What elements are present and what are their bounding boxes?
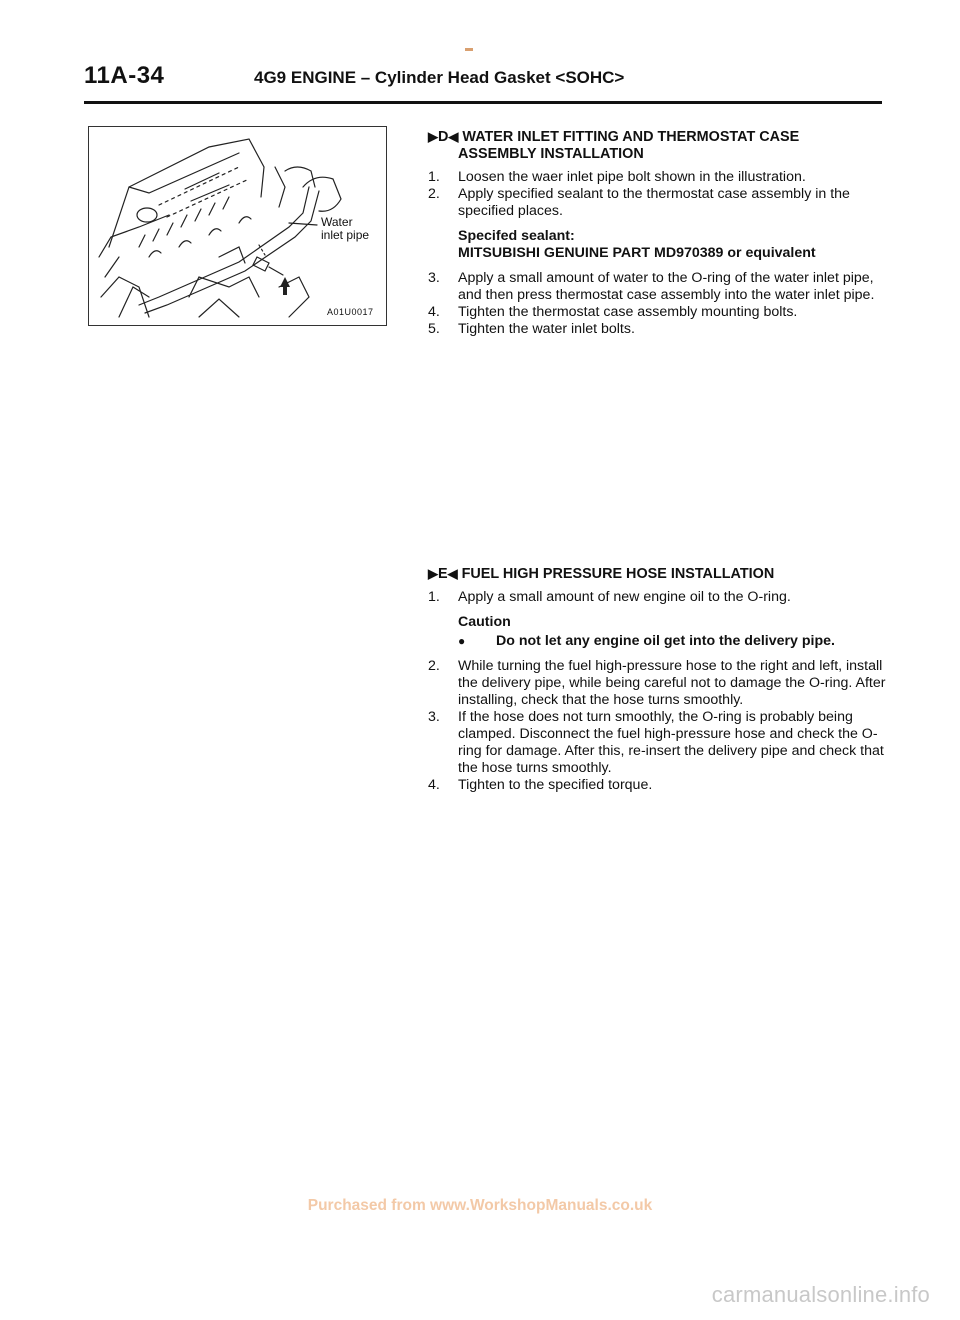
page-number: 11A-34 <box>84 62 165 89</box>
step-number: 4. <box>428 304 440 320</box>
water-inlet-pipe-label <box>321 216 369 242</box>
caution-label: Caution <box>458 614 511 630</box>
step-number: 4. <box>428 777 440 793</box>
header-rule <box>84 101 882 104</box>
caution-text: Do not let any engine oil get into the delivery pipe. <box>496 633 835 649</box>
step-item <box>428 304 888 321</box>
step-number: 2. <box>428 186 440 202</box>
step-number: 2. <box>428 658 440 674</box>
site-watermark: carmanualsonline.info <box>711 1282 930 1307</box>
figure-code: A01U0017 <box>327 307 374 317</box>
step-item <box>428 321 888 338</box>
step-item <box>428 186 888 220</box>
section-d-title <box>428 128 888 163</box>
step-number: 1. <box>428 589 440 605</box>
step-text: Apply a small amount of water to the O-ring of the water inlet pipe, and then press thermostat case assembly into the water inlet pipe. <box>458 270 875 303</box>
sealant-value: MITSUBISHI GENUINE PART MD970389 or equivalent <box>458 245 816 261</box>
engine-illustration <box>88 126 387 326</box>
title-line: FUEL HIGH PRESSURE HOSE INSTALLATION <box>461 566 775 582</box>
step-text: Loosen the waer inlet pipe bolt shown in the illustration. <box>458 169 806 185</box>
bullet-icon: ● <box>458 634 466 648</box>
step-item <box>428 777 888 794</box>
right-triangle-icon: ▶ <box>428 566 438 581</box>
section-e-title <box>428 565 888 583</box>
section-marker: E <box>438 566 448 582</box>
step-number: 3. <box>428 270 440 286</box>
caution-block <box>428 633 888 650</box>
step-text: Apply specified sealant to the thermostat case assembly in the specified places. <box>458 186 850 219</box>
step-text: While turning the fuel high-pressure hose to the right and left, install the delivery pipe, while being careful not to damage the O-ring. After installing, check that the hose turns smoothly. <box>458 658 886 708</box>
step-text: Tighten the thermostat case assembly mounting bolts. <box>458 304 798 320</box>
section-marker: D <box>438 129 449 145</box>
label-line: Water <box>321 215 353 229</box>
step-text: Apply a small amount of new engine oil to the O-ring. <box>458 589 791 605</box>
step-number: 3. <box>428 709 440 725</box>
sealant-spec <box>428 228 888 262</box>
step-item <box>428 709 888 777</box>
step-text: If the hose does not turn smoothly, the O-ring is probably being clamped. Disconnect the fuel high-pressure hose and check the O-ring for damage. After this, re-insert the delivery pipe and check that the hose turns smoothly. <box>458 709 884 776</box>
step-item <box>428 169 888 186</box>
left-triangle-icon: ◀ <box>448 129 459 144</box>
section-fuel-hose <box>428 565 888 794</box>
title-line: ASSEMBLY INSTALLATION <box>458 146 644 162</box>
step-item <box>428 658 888 709</box>
title-line: WATER INLET FITTING AND THERMOSTAT CASE <box>462 129 800 145</box>
left-triangle-icon: ◀ <box>447 566 458 581</box>
label-line: inlet pipe <box>321 228 370 242</box>
right-triangle-icon: ▶ <box>428 129 438 144</box>
step-item <box>428 589 888 606</box>
scan-mark <box>465 48 473 51</box>
page-header <box>84 62 882 102</box>
step-number: 1. <box>428 169 440 185</box>
sealant-label: Specifed sealant: <box>458 228 575 244</box>
step-item <box>428 270 888 304</box>
step-text: Tighten the water inlet bolts. <box>458 321 635 337</box>
page-title: 4G9 ENGINE – Cylinder Head Gasket <SOHC> <box>254 68 625 87</box>
step-number: 5. <box>428 321 440 337</box>
step-text: Tighten to the specified torque. <box>458 777 653 793</box>
purchase-note: Purchased from www.WorkshopManuals.co.uk <box>307 1197 653 1214</box>
section-water-inlet <box>428 128 888 338</box>
caution-item <box>458 633 888 650</box>
